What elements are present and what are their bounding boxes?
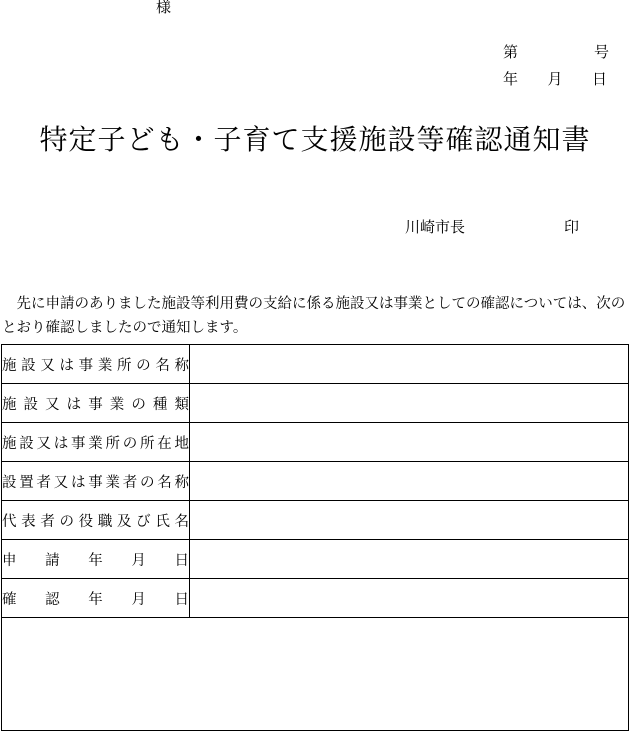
row-label-facility-address: 施設又は事業所の所在地 <box>2 423 190 462</box>
row-value-business-type <box>190 384 629 423</box>
row-value-operator-name <box>190 462 629 501</box>
row-label-representative: 代表者の役職及び氏名 <box>2 501 190 540</box>
table-row-application-date <box>2 540 629 579</box>
row-value-application-date <box>190 540 629 579</box>
confirmation-table <box>1 344 629 731</box>
issuer-name: 川崎市長 <box>405 220 466 236</box>
row-value-facility-name <box>190 345 629 384</box>
addressee-suffix-label: 様 <box>156 0 172 16</box>
document-number-line <box>503 45 609 61</box>
row-label-confirmation-date: 確認年月日 <box>2 579 190 618</box>
doc-number-suffix-label: 号 <box>593 45 609 61</box>
row-label-business-type: 施設又は事業の種類 <box>2 384 190 423</box>
row-value-facility-address <box>190 423 629 462</box>
table-row-operator-name <box>2 462 629 501</box>
table-remarks-row <box>2 618 629 731</box>
date-month-label: 月 <box>547 72 563 88</box>
row-value-confirmation-date <box>190 579 629 618</box>
issuer-line <box>405 220 579 236</box>
table-row-facility-name <box>2 345 629 384</box>
body-line-2: とおり確認しましたので通知します。 <box>2 320 248 336</box>
date-year-label: 年 <box>503 72 519 88</box>
date-day-label: 日 <box>591 72 607 88</box>
body-paragraph <box>2 292 629 340</box>
row-label-application-date: 申請年月日 <box>2 540 190 579</box>
remarks-cell <box>2 618 629 731</box>
row-label-operator-name: 設置者又は事業者の名称 <box>2 462 190 501</box>
table-row-representative <box>2 501 629 540</box>
body-line-1: 先に申請のありました施設等利用費の支給に係る施設又は事業としての確認については、次の <box>2 296 626 312</box>
table-row-confirmation-date <box>2 579 629 618</box>
document-title: 特定子ども・子育て支援施設等確認通知書 <box>39 125 591 156</box>
table-row-business-type <box>2 384 629 423</box>
row-value-representative <box>190 501 629 540</box>
doc-number-prefix-label: 第 <box>503 45 519 61</box>
row-label-facility-name: 施設又は事業所の名称 <box>2 345 190 384</box>
seal-placeholder: 印 <box>563 220 579 236</box>
table-row-facility-address <box>2 423 629 462</box>
addressee-line <box>156 1 171 16</box>
date-line <box>503 72 607 88</box>
